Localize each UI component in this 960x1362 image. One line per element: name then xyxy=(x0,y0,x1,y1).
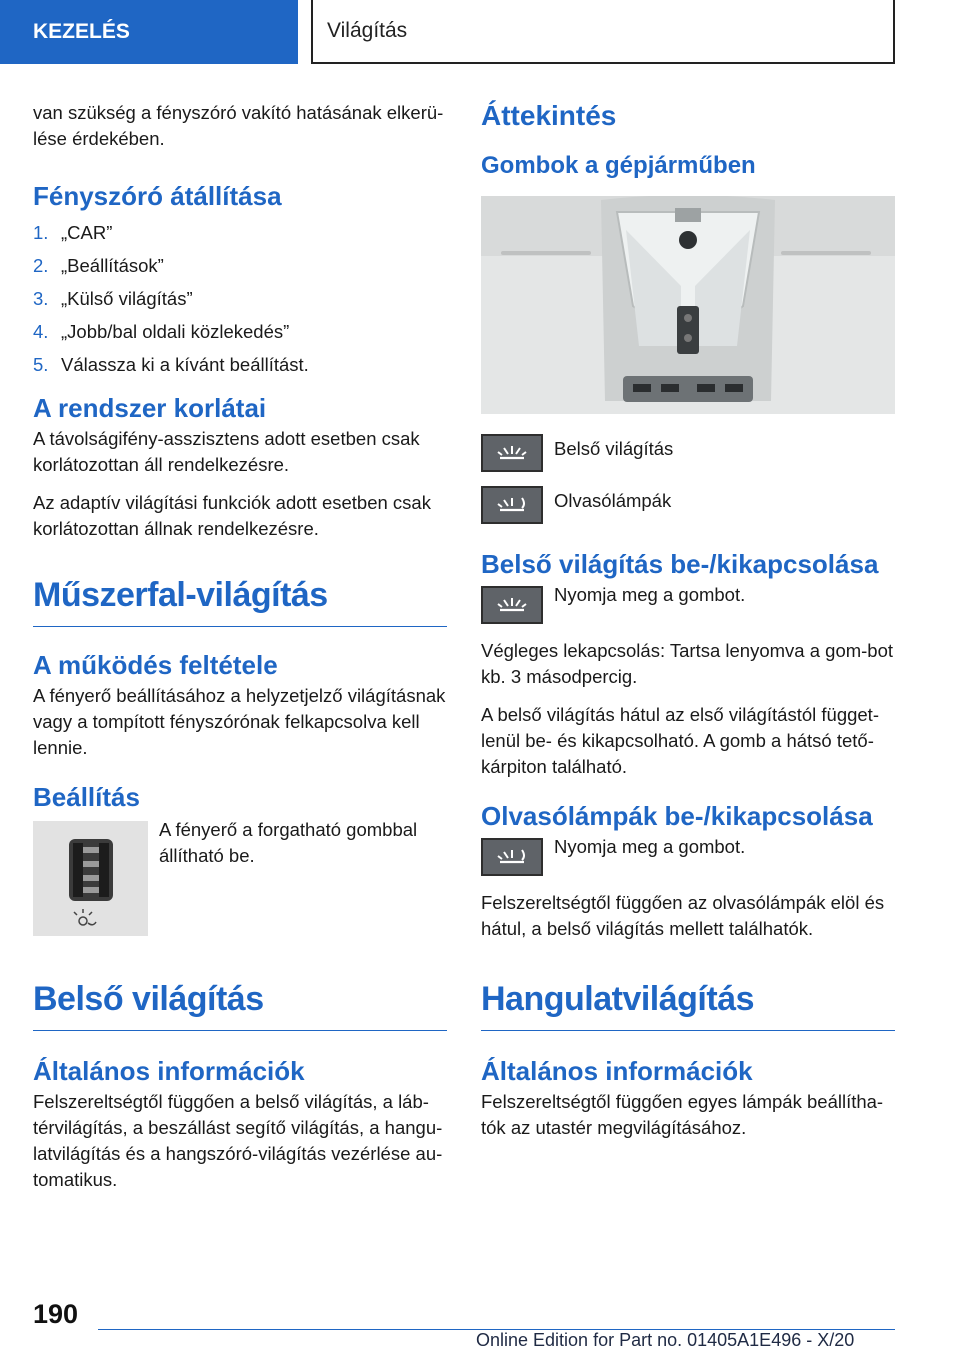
reading-toggle-text: Felszereltségtől függően az olvasólámpák elöl és hátul, a belső világítás mellett találhatók. xyxy=(481,892,885,939)
step-text: „Külső világítás” xyxy=(61,288,193,309)
interior-light-icon xyxy=(481,586,543,624)
reading-light-icon xyxy=(481,486,543,524)
interior-toggle-text-1: Végleges lekapcsolás: Tartsa lenyomva a gom-bot kb. 3 másodpercig. xyxy=(481,640,894,687)
limits-paragraph-2: Az adaptív világítási funkciók adott esetben csak korlátozottan állnak rendelkezésre. xyxy=(33,492,431,539)
step-text: „Beállítások” xyxy=(61,255,164,276)
limits-heading: A rendszer korlátai xyxy=(33,393,267,423)
footer-edition: Online Edition for Part no. 01405A1E496 - X/20 xyxy=(476,1330,855,1350)
reading-toggle-row xyxy=(481,838,895,876)
dashboard-setting-heading: Beállítás xyxy=(33,782,140,812)
step-item xyxy=(33,220,447,246)
reading-toggle-heading: Olvasólámpák be-/kikapcsolása xyxy=(481,801,873,831)
step-text: „Jobb/bal oldali közlekedés” xyxy=(61,321,290,342)
chapter-title-text: Világítás xyxy=(327,19,408,42)
reading-toggle-press: Nyomja meg a gombot. xyxy=(554,836,746,857)
reading-light-icon xyxy=(481,838,543,876)
interior-toggle-press: Nyomja meg a gombot. xyxy=(554,584,746,605)
step-item xyxy=(33,319,447,345)
dashboard-setting-text: A fényerő a forgatható gombbal állítható be. xyxy=(159,819,418,866)
step-number: 4. xyxy=(33,321,49,342)
step-item xyxy=(33,253,447,279)
roof-console-image xyxy=(481,196,895,414)
legend-row-interior xyxy=(481,434,895,472)
legend-row-reading xyxy=(481,486,895,524)
interior-section-title: Belső világítás xyxy=(33,978,447,1031)
ambient-general-heading: Általános információk xyxy=(481,1056,753,1086)
buttons-heading: Gombok a gépjárműben xyxy=(481,152,756,179)
dashboard-section-title: Műszerfal-világítás xyxy=(33,574,447,627)
left-column xyxy=(33,100,447,1205)
legend-label-interior: Belső világítás xyxy=(554,438,674,459)
intro-paragraph: van szükség a fényszóró vakító hatásának elkerü-lése érdekében. xyxy=(33,102,444,149)
limits-paragraph-1: A távolságifény-asszisztens adott esetben csak korlátozottan áll rendelkezésre. xyxy=(33,428,420,475)
step-number: 3. xyxy=(33,288,49,309)
interior-light-icon xyxy=(481,434,543,472)
step-number: 2. xyxy=(33,255,49,276)
dashboard-condition-text: A fényerő beállításához a helyzetjelző világításnak vagy a tompított fényszórónak felkapcsolva kell lennie. xyxy=(33,685,446,758)
header-section-tab: KEZELÉS xyxy=(0,0,298,64)
page-number: 190 xyxy=(33,1299,79,1329)
headlight-steps xyxy=(33,220,447,378)
step-number: 5. xyxy=(33,354,49,375)
legend-label-reading: Olvasólámpák xyxy=(554,490,672,511)
roof-console-photo xyxy=(481,196,895,414)
step-item xyxy=(33,286,447,312)
header-chapter-title xyxy=(311,0,895,64)
dashboard-setting-row xyxy=(33,821,447,936)
interior-toggle-heading: Belső világítás be-/kikapcsolása xyxy=(481,549,879,579)
step-text: „CAR” xyxy=(61,222,113,243)
headlight-heading: Fényszóró átállítása xyxy=(33,181,282,211)
right-column xyxy=(481,100,895,1153)
step-item xyxy=(33,352,447,378)
interior-toggle-row xyxy=(481,586,895,624)
step-number: 1. xyxy=(33,222,49,243)
step-text: Válassza ki a kívánt beállítást. xyxy=(61,354,309,375)
interior-general-heading: Általános információk xyxy=(33,1056,305,1086)
overview-heading: Áttekintés xyxy=(481,100,617,131)
dimmer-knob-image xyxy=(33,821,148,936)
dashboard-condition-heading: A működés feltétele xyxy=(33,650,278,680)
ambient-general-text: Felszereltségtől függően egyes lámpák beállítha-tók az utastér megvilágításához. xyxy=(481,1091,884,1138)
ambient-section-title: Hangulatvilágítás xyxy=(481,978,895,1031)
dimmer-knob-icon xyxy=(33,821,148,936)
interior-general-text: Felszereltségtől függően a belső világítás, a láb-térvilágítás, a beszállást segítő világítás, a hangu-latvilágítás és a hangszóró-világítás vezérlése au-tomatikus. xyxy=(33,1091,443,1190)
interior-toggle-text-2: A belső világítás hátul az első világítástól függet-lenül be- és kikapcsolható. A gomb a hátsó tető-kárpiton található. xyxy=(481,704,879,777)
